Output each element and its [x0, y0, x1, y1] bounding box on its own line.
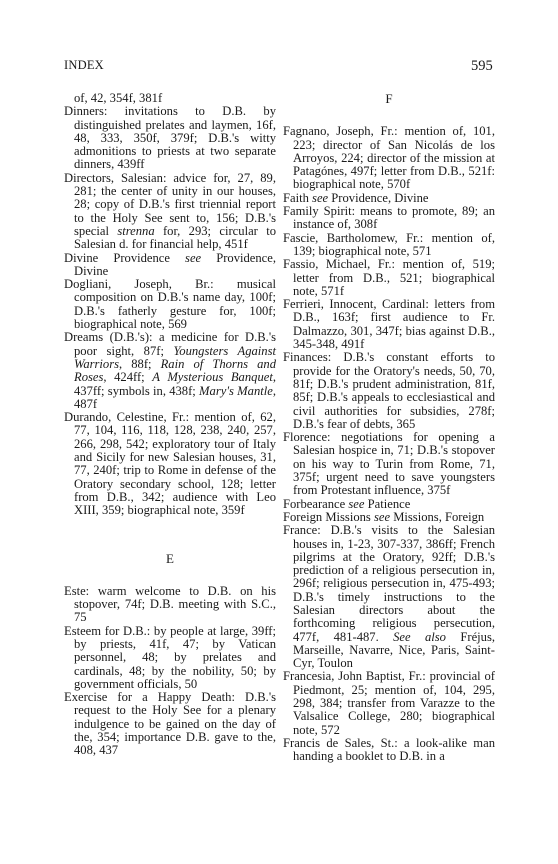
index-entry: Fascie, Bartholomew, Fr.: mention of, 139; biographical note, 571	[283, 230, 495, 258]
index-column-right	[283, 92, 495, 764]
section-heading-f: F	[385, 91, 393, 106]
index-entry: France: D.B.'s visits to the Salesian houses in, 1-23, 307-337, 386ff; French pilgrims at the Oratory, 92ff; D.B.'s prediction of a religious persecution in, 296f; religious persecution in, 475-493; D.B.'s timely instructions to the Salesian directors about the forthcoming religious persecution, 477f, 481-487. See also Fréjus, Marseille, Navarre, Nice, Paris, Saint-Cyr, Toulon	[283, 523, 495, 671]
index-entry: Faith see Providence, Divine	[283, 190, 429, 205]
index-entry: Fagnano, Joseph, Fr.: mention of, 101, 223; director of San Nicolás de los Arroyos, 224; director of the mission at Patagónes, 497f; letter from D.B., 521f: biographical note, 570f	[283, 124, 495, 192]
index-entry: Dogliani, Joseph, Br.: musical composition on D.B.'s name day, 100f; D.B.'s fatherly gesture for, 100f; biographical note, 569	[64, 277, 276, 332]
running-header-label: INDEX	[64, 58, 104, 72]
index-entry: Este: warm welcome to D.B. on his stopover, 74f; D.B. meeting with S.C., 75	[64, 583, 276, 625]
index-entry: Family Spirit: means to promote, 89; an instance of, 308f	[283, 204, 495, 232]
index-entry: Durando, Celestine, Fr.: mention of, 62, 77, 104, 116, 118, 128, 238, 240, 257, 266, 298, 542; exploratory tour of Italy and Sicily for new Salesian houses, 31, 77, 240f; trip to Rome in defense of the Oratory secondary school, 128; letter from D.B., 342; audience with Leo XIII, 359; biographical note, 359f	[64, 410, 276, 518]
index-entry: Finances: D.B.'s constant efforts to provide for the Oratory's needs, 50, 70, 81f; D.B.'s prudent administration, 81f, 85f; D.B.'s appeals to ecclesiastical and civil authorities for subsidies, 278f; D.B.'s fear of debts, 365	[283, 350, 495, 431]
section-heading-e: E	[166, 550, 174, 566]
index-entry: Ferrieri, Innocent, Cardinal: letters from D.B., 163f; first audience to Fr. Dalmazzo, 301, 347f; bias against D.B., 345-348, 491f	[283, 297, 495, 352]
index-entry: Fassio, Michael, Fr.: mention of, 519; letter from D.B., 521; biographical note, 571f	[283, 257, 495, 298]
index-entry: Dreams (D.B.'s): a medicine for D.B.'s poor sight, 87f; Youngsters Against Warriors, 88f; Rain of Thorns and Roses, 424ff; A Mysterious Banquet, 437ff; symbols in, 438f; Mary's Mantle, 487f	[64, 330, 276, 411]
index-entry: Divine Providence see Providence, Divine	[64, 250, 276, 278]
index-entry: Directors, Salesian: advice for, 27, 89, 281; the center of unity in our houses, 28; copy of D.B.'s first triennial report to the Holy See sent to, 156; D.B.'s special strenna for, 293; circular to Salesian d. for financial help, 451f	[64, 170, 276, 252]
index-entry: Dinners: invitations to D.B. by distinguished prelates and laymen, 16f, 48, 333, 350f, 379f; D.B.'s witty admonitions to priests at two separate dinners, 439ff	[64, 104, 276, 172]
index-entry: Florence: negotiations for opening a Salesian hospice in, 71; D.B.'s stopover on his way to Turin from Rome, 71, 375f; urgent need to save youngsters from Protestant influence, 375f	[283, 430, 495, 498]
index-entry: Francis de Sales, St.: a look-alike man handing a booklet to D.B. in a	[283, 735, 495, 764]
index-entry: Francesia, John Baptist, Fr.: provincial of Piedmont, 25; mention of, 104, 295, 298, 384; transfer from Varazze to the Valsalice College, 280; biographical note, 572	[283, 669, 495, 737]
index-entry: Exercise for a Happy Death: D.B.'s request to the Holy See for a plenary indulgence to be gained on the day of the, 354; importance D.B. gave to the, 408, 437	[64, 690, 276, 758]
page-number: 595	[471, 58, 493, 74]
index-column-left	[64, 92, 276, 758]
index-entry: Forbearance see Patience	[283, 496, 411, 511]
index-entry: of, 42, 354f, 381f	[74, 91, 163, 105]
index-entry: Esteem for D.B.: by people at large, 39ff; by priests, 41f, 47; by Vatican personnel, 48; by prelates and cardinals, 48; by the nobility, 50; by government officials, 50	[64, 623, 276, 691]
index-entry: Foreign Missions see Missions, Foreign	[283, 509, 485, 524]
